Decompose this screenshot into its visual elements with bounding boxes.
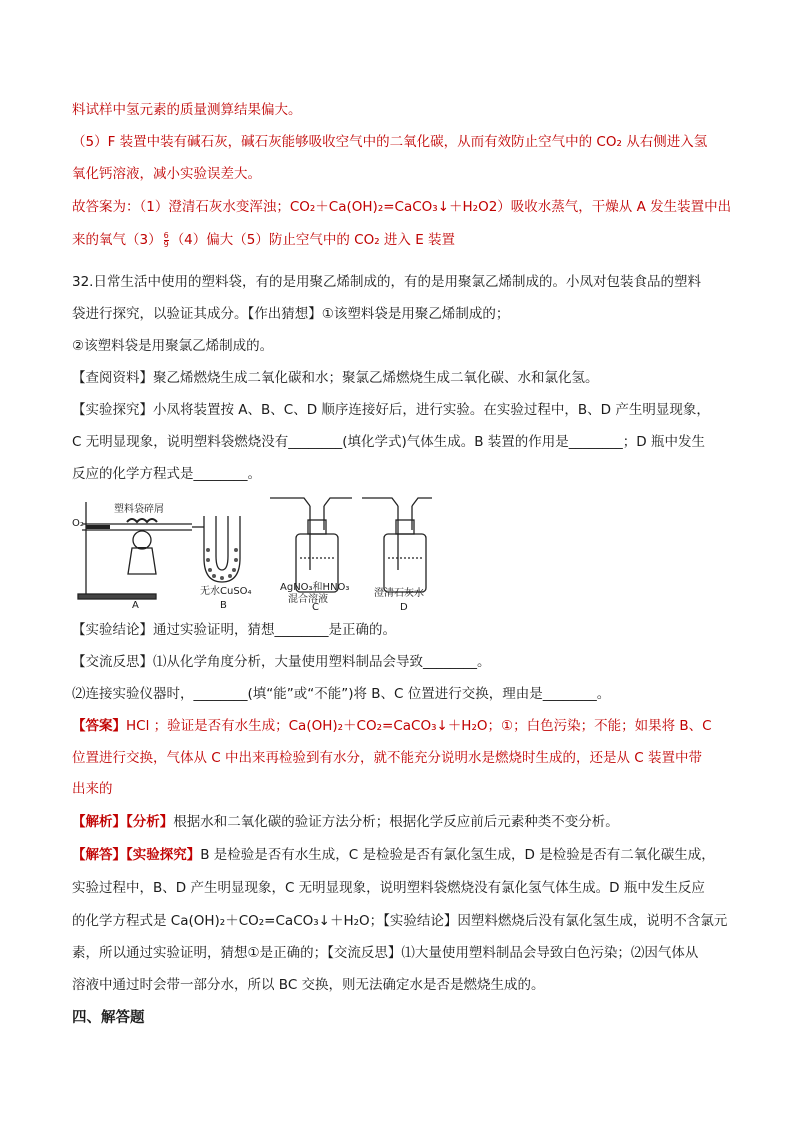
label-b: B: [220, 600, 227, 610]
answer-line-1: [72, 716, 712, 736]
prev-line-5a: 来的氧气（3）: [72, 232, 162, 248]
solution-line-4: 素，所以通过实验证明，猜想①是正确的；【交流反思】⑴大量使用塑料制品会导致白色污染；⑵因气体从: [72, 945, 699, 961]
prev-line-3: 氧化钙溶液，减小实验误差大。: [72, 166, 261, 182]
solution-line-3: 的化学方程式是 Ca(OH)₂＋CO₂=CaCO₃↓＋H₂O；【实验结论】因塑料燃烧后没有氯化氢生成，说明不含氯元: [72, 913, 728, 929]
fraction-denominator: 9: [163, 239, 169, 249]
solution-line-2: 实验过程中，B、D 产生明显现象，C 无明显现象，说明塑料袋燃烧没有氯化氢气体生成。D 瓶中发生反应: [72, 880, 705, 896]
prev-line-5b: （4）偏大（5）防止空气中的 CO₂ 进入 E 装置: [170, 232, 456, 248]
q32-line-7: 反应的化学方程式是________。: [72, 466, 261, 482]
solution-tag: 【解答】【实验探究】: [72, 847, 201, 863]
q32-line-10: ⑵连接实验仪器时，________(填“能”或“不能”)将 B、C 位置进行交换，理由是________。: [72, 686, 611, 702]
prev-line-5: [72, 230, 455, 250]
answer-tag: 【答案】: [72, 718, 126, 734]
label-b-reagent: 无水CuSO₄: [200, 586, 252, 597]
answer-line-2: 位置进行交换，气体从 C 中出来再检验到有水分，就不能充分说明水是燃烧时生成的，还是从 C 装置中带: [72, 750, 703, 766]
label-c: C: [312, 602, 319, 610]
o2-label: O₂: [72, 518, 84, 529]
section-heading: 四、解答题: [72, 1010, 145, 1026]
q32-line-6: C 无明显现象，说明塑料袋燃烧没有________(填化学式)气体生成。B 装置的作用是________；D 瓶中发生: [72, 434, 705, 450]
answer-line-3: 出来的: [72, 781, 113, 797]
q32-line-1: 32.日常生活中使用的塑料袋，有的是用聚乙烯制成的，有的是用聚氯乙烯制成的。小凤对包装食品的塑料: [72, 274, 701, 290]
q32-line-4: 【查阅资料】聚乙烯燃烧生成二氧化碳和水；聚氯乙烯燃烧生成二氧化碳、水和氯化氢。: [72, 370, 599, 386]
q32-line-9: 【交流反思】⑴从化学角度分析，大量使用塑料制品会导致________。: [72, 654, 491, 670]
solution-line-1: [72, 845, 715, 865]
q32-line-8: 【实验结论】通过实验证明，猜想________是正确的。: [72, 622, 396, 638]
q32-line-5: 【实验探究】小凤将装置按 A、B、C、D 顺序连接好后，进行实验。在实验过程中，B、D 产生明显现象，: [72, 402, 710, 418]
prev-line-4: 故答案为：（1）澄清石灰水变浑浊；CO₂＋Ca(OH)₂=CaCO₃↓＋H₂O2）吸收水蒸气，干燥从 A 发生装置中出: [72, 199, 732, 215]
fraction: [164, 232, 169, 249]
q32-line-2: 袋进行探究，以验证其成分。【作出猜想】①该塑料袋是用聚乙烯制成的；: [72, 306, 510, 322]
analysis-text: 根据水和二氧化碳的验证方法分析；根据化学反应前后元素种类不变分析。: [173, 814, 619, 830]
solution-line-5: 溶液中通过时会带一部分水，所以 BC 交换，则无法确定水是否是燃烧生成的。: [72, 977, 545, 993]
answer-text-1: HCl ；验证是否有水生成；Ca(OH)₂＋CO₂=CaCO₃↓＋H₂O；①；白色污染；不能；如果将 B、C: [126, 718, 712, 734]
analysis-line: [72, 812, 619, 832]
label-c-reagent-2: 混合溶液: [288, 594, 328, 605]
plastic-label: 塑料袋碎屑: [114, 504, 164, 515]
apparatus-figure: [72, 490, 472, 610]
fraction-numerator: 6: [163, 230, 169, 240]
q32-line-3: ②该塑料袋是用聚氯乙烯制成的。: [72, 338, 274, 354]
analysis-tag: 【解析】【分析】: [72, 814, 174, 830]
label-d-reagent: 澄清石灰水: [374, 588, 424, 599]
label-c-reagent-1: AgNO₃和HNO₃: [280, 582, 350, 593]
prev-line-2: （5）F 装置中装有碱石灰，碱石灰能够吸收空气中的二氧化碳，从而有效防止空气中的 CO₂ 从右侧进入氢: [72, 134, 708, 150]
prev-line-1: 料试样中氢元素的质量测算结果偏大。: [72, 102, 302, 118]
label-a: A: [132, 600, 139, 610]
label-d: D: [400, 602, 408, 610]
solution-text-1: B 是检验是否有水生成，C 是检验是否有氯化氢生成，D 是检验是否有二氧化碳生成，: [200, 847, 715, 863]
